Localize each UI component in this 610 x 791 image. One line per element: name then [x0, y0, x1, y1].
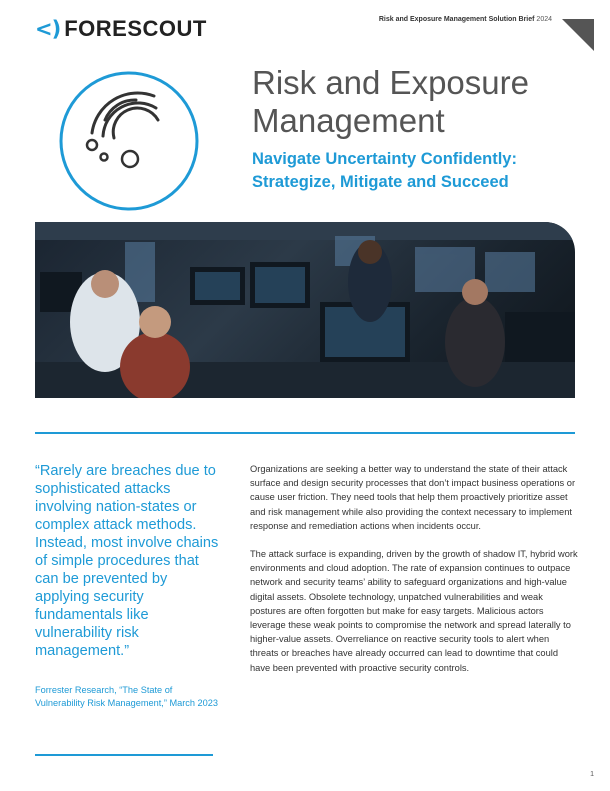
body-paragraph: The attack surface is expanding, driven by the growth of shadow IT, hybrid work environments and cloud adoption. The rate of expansion continues to outpace network and security teams’ ability to safeguard organizations and high-value digital assets. Obsolete technology, unpatched vulnerabilities and weak postures are often forgotten but make for easy targets. Malicious actors leverage these weak points to compromise the network and spread laterally to higher-value assets. Overreliance on reactive security tools to alert when threats or breaches have already occurred can lead to downtime that could have been prevented with proactive security controls. — [250, 549, 578, 673]
radar-icon — [58, 70, 200, 212]
brand-name: FORESCOUT — [64, 16, 207, 41]
quote-divider — [35, 754, 213, 756]
doc-label: Risk and Exposure Management Solution Brief — [378, 16, 535, 23]
title-line-2: Management — [252, 102, 445, 139]
document-header — [379, 16, 552, 23]
hero-photo — [35, 222, 575, 398]
forescout-mark-icon: <) — [35, 17, 61, 41]
security-operations-center-image — [35, 222, 575, 398]
page-subtitle — [252, 148, 592, 194]
body-paragraph: Organizations are seeking a better way to understand the state of their attack surface and design security processes that don’t impact business operations or cause user friction. They need tools that help them proactively prioritize asset and risk management while also providing the context necessary to implement response and remediation actions when incidents occur. — [250, 464, 576, 531]
page-number: 1 — [590, 771, 594, 778]
corner-triangle — [562, 19, 594, 51]
title-line-1: Risk and Exposure — [252, 64, 529, 101]
pull-quote: “Rarely are breaches due to sophisticated attacks involving nation-states or complex attack methods. Instead, most involve chains of simple procedures that can be prevented by applying security fundamentals like vulnerability risk management.” — [35, 463, 219, 659]
doc-year: 2024 — [536, 16, 552, 23]
body-text — [250, 462, 580, 689]
quote-attribution: Forrester Research, “The State of Vulnerability Risk Management,” March 2023 — [35, 685, 218, 708]
section-divider — [35, 432, 575, 434]
subtitle-line-2: Strategize, Mitigate and Succeed — [252, 173, 509, 191]
subtitle-line-1: Navigate Uncertainty Confidently: — [252, 150, 517, 168]
page-title — [252, 64, 592, 140]
forescout-logo — [35, 16, 207, 42]
